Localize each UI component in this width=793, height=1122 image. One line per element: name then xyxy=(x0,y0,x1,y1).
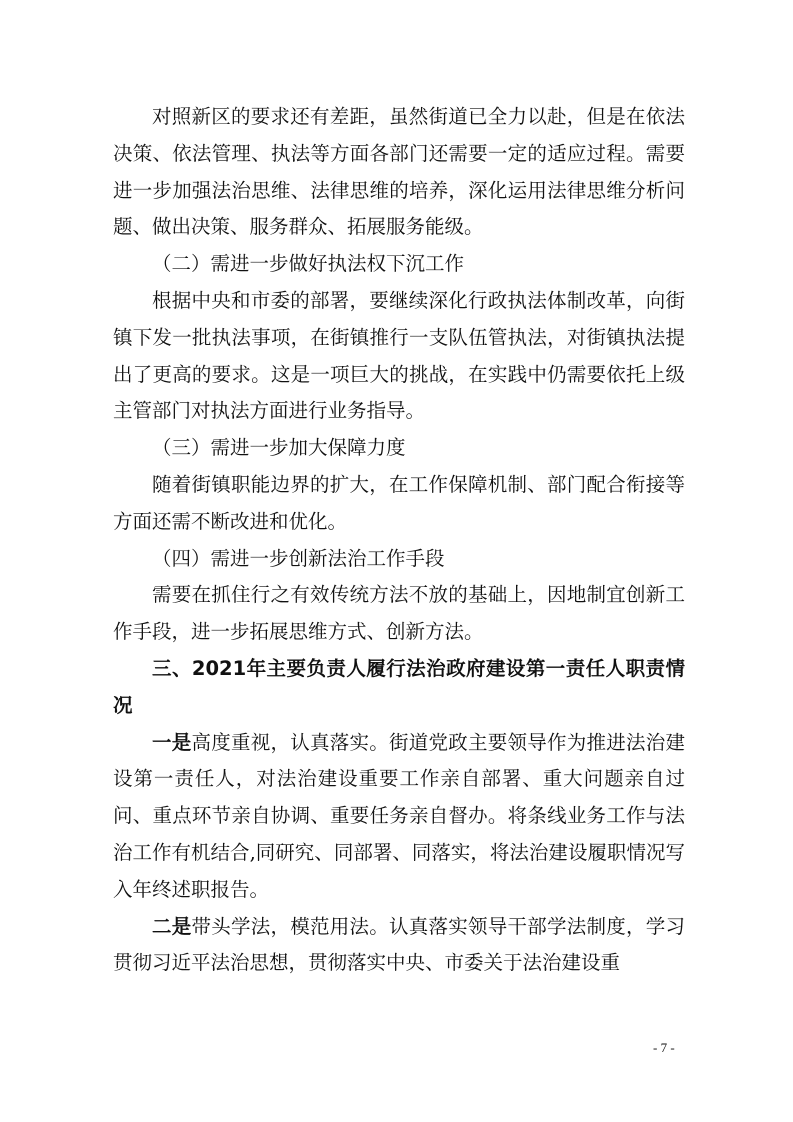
section-heading-responsibility: 三、2021年主要负责人履行法治政府建设第一责任人职责情况 xyxy=(113,656,685,717)
paragraph-gap-analysis: 对照新区的要求还有差距，虽然街道已全力以赴，但是在依法决策、依法管理、执法等方面各部门还需要一定的适应过程。需要进一步加强法治思维、法律思维的培养，深化运用法律思维分析问题、做出决策、服务群众、拓展服务能级。 xyxy=(113,105,685,239)
point-two-text: 带头学法，模范用法。认真落实领导干部学法制度，学习贯彻习近平法治思想，贯彻落实中央、市委关于法治建设重 xyxy=(113,914,685,975)
point-two-lead: 二是 xyxy=(152,914,192,938)
subheading-support: （三）需进一步加大保障力度 xyxy=(152,436,406,460)
paragraph-enforcement-delegation: 根据中央和市委的部署，要继续深化行政执法体制改革，向街镇下发一批执法事项，在街镇推行一支队伍管执法，对街镇执法提出了更高的要求。这是一项巨大的挑战，在实践中仍需要依托上级主管部门对执法方面进行业务指导。 xyxy=(113,288,685,423)
subheading-innovation: （四）需进一步创新法治工作手段 xyxy=(152,546,445,570)
paragraph-support: 随着街镇职能边界的扩大，在工作保障机制、部门配合衔接等方面还需不断改进和优化。 xyxy=(113,472,685,533)
point-one-lead: 一是 xyxy=(152,730,192,754)
point-one-text: 高度重视，认真落实。街道党政主要领导作为推进法治建设第一责任人，对法治建设重要工作亲自部署、重大问题亲自过问、重点环节亲自协调、重要任务亲自督办。将条线业务工作与法治工作有机结合,同研究、同部署、同落实，将法治建设履职情况写入年终述职报告。 xyxy=(113,730,685,901)
paragraph-innovation: 需要在抓住行之有效传统方法不放的基础上，因地制宜创新工作手段，进一步拓展思维方式、创新方法。 xyxy=(113,583,685,644)
document-body xyxy=(113,99,685,982)
subheading-enforcement-delegation: （二）需进一步做好执法权下沉工作 xyxy=(152,252,465,276)
paragraph-point-two xyxy=(113,909,685,983)
page-number: - 7 - xyxy=(653,1040,675,1055)
paragraph-point-one xyxy=(113,725,685,909)
